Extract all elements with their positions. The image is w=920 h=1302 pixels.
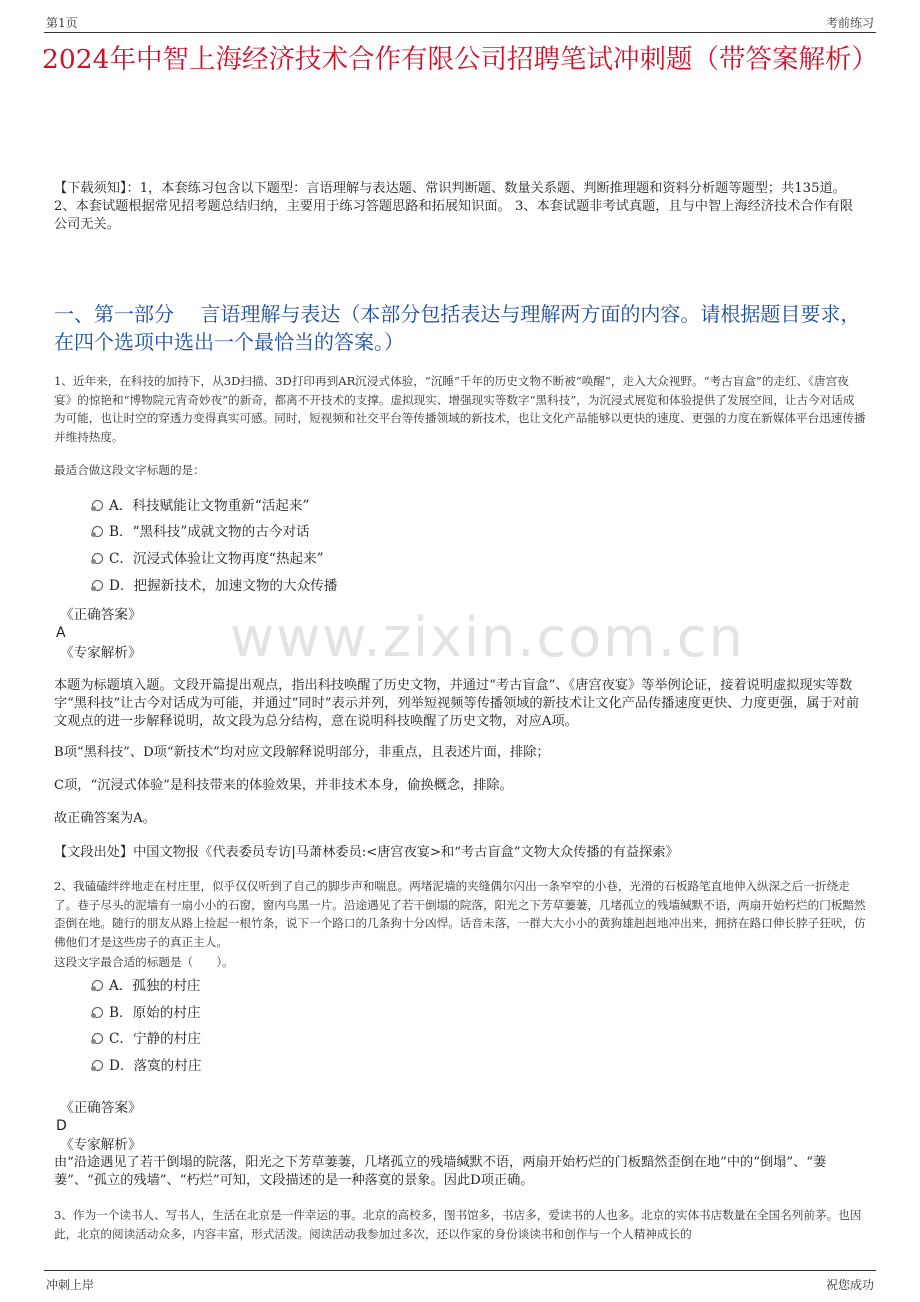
radio-icon[interactable] (92, 500, 103, 511)
radio-icon[interactable] (92, 1033, 103, 1044)
q1-analysis-paragraph: 本题为标题填入题。文段开篇提出观点，指出科技唤醒了历史文物，并通过“考古盲盒”、《唐宫夜宴》等举例论证，接着说明虚拟现实等数字“黑科技”让古今对话成为可能，并通过“同时”表示并列，列举短视频等传播领域的新技术让文化产品传播速度更快、力度更强，属于对前文观点的进一步解释说明，故文段为总分结构，意在说明科技唤醒了历史文物，对应A项。 (54, 678, 860, 729)
document-title: 2024年中智上海经济技术合作有限公司招聘笔试冲刺题（带答案解析） (42, 44, 878, 75)
q2-answer-label: 《正确答案》 (60, 1100, 142, 1116)
page-number: 第1页 (46, 16, 78, 30)
q1-option-a[interactable]: A．科技赋能让文物重新“活起来” (92, 496, 309, 516)
question-2-prompt: 这段文字最合适的标题是（ ）。 (54, 955, 234, 969)
q2-option-d[interactable]: D．落寞的村庄 (92, 1056, 201, 1076)
q1-answer-label: 《正确答案》 (60, 607, 142, 623)
question-1-stem: 1、近年来，在科技的加持下，从3D扫描、3D打印再到AR沉浸式体验，“沉睡”千年的历史文物不断被“唤醒”，走入大众视野。“考古盲盒”的走红、《唐宫夜宴》的惊艳和“博物院元宵奇妙夜”的新奇，都离不开技术的支撑。虚拟现实、增强现实等数字“黑科技”，为沉浸式展览和体验提供了发展空间，让古今对话成为可能，也让时空的穿透力变得真实可感。同时，短视频和社交平台等传播领域的新技术，也让文化产品能够以更快的速度、更强的力度在新媒体平台迅速传播并维持热度。 (54, 374, 866, 444)
question-3-stem: 3、作为一个读书人、写书人，生活在北京是一件幸运的事。北京的高校多，图书馆多，书店多，爱读书的人也多。北京的实体书店数量在全国名列前茅。也因此，北京的阅读活动众多，内容丰富，形式活泼。阅读活动我参加过多次，还以作家的身份谈读书和创作与一个人精神成长的 (54, 1208, 862, 1241)
q1-analysis-label: 《专家解析》 (60, 645, 142, 661)
page-footer (44, 1270, 876, 1295)
q2-answer: D (56, 1118, 67, 1134)
question-1-prompt: 最适合做这段文字标题的是： (54, 463, 205, 477)
radio-icon[interactable] (92, 553, 103, 564)
q1-analysis-paragraph: 故正确答案为A。 (54, 811, 156, 826)
radio-icon[interactable] (92, 1060, 103, 1071)
q2-option-a[interactable]: A．孤独的村庄 (92, 976, 200, 996)
q2-option-c[interactable]: C．宁静的村庄 (92, 1029, 201, 1049)
q2-analysis-label: 《专家解析》 (60, 1137, 142, 1153)
q1-analysis-paragraph: B项“黑科技”、D项“新技术”均对应文段解释说明部分，非重点，且表述片面，排除； (54, 745, 550, 760)
radio-icon[interactable] (92, 526, 103, 537)
q2-option-b[interactable]: B．原始的村庄 (92, 1003, 201, 1023)
q1-answer: A (56, 625, 66, 641)
radio-icon[interactable] (92, 980, 103, 991)
radio-icon[interactable] (92, 1007, 103, 1018)
watermark: www.zixin.com.cn (230, 606, 745, 669)
radio-icon[interactable] (92, 580, 103, 591)
q1-option-b[interactable]: B．“黑科技”成就文物的古今对话 (92, 522, 310, 542)
q1-option-d[interactable]: D．把握新技术，加速文物的大众传播 (92, 576, 337, 596)
page-header (44, 12, 876, 33)
section-title: 一、第一部分 言语理解与表达（本部分包括表达与理解两方面的内容。请根据题目要求，在四个选项中选出一个最恰当的答案。） (54, 302, 861, 354)
q2-analysis-paragraph: 由“沿途遇见了若干倒塌的院落，阳光之下芳草萋萋，几堵孤立的残墙缄默不语，两扇开始朽烂的门板黯然歪倒在地”中的“倒塌”、“萋萋”、“孤立的残墙”、“朽烂”可知，文段描述的是一种落寞的景象。因此D项正确。 (54, 1155, 827, 1188)
download-notice: 【下载须知】：1，本套练习包含以下题型：言语理解与表达题、常识判断题、数量关系题、判断推理题和资料分析题等题型；共135道。 2、本套试题根据常见招考题总结归纳，主要用于练习答题思路和拓展知识面。 3、本套试题非考试真题，且与中智上海经济技术合作有限公司无关。 (54, 181, 854, 232)
q1-option-c[interactable]: C．沉浸式体验让文物再度“热起来” (92, 549, 324, 569)
q1-source: 【文段出处】中国文物报《代表委员专访|马萧林委员:<唐宫夜宴>和“考古盲盒”文物大众传播的有益探索》 (54, 845, 679, 860)
header-label: 考前练习 (825, 16, 874, 30)
footer-right-label: 祝您成功 (825, 1278, 874, 1292)
question-2-stem: 2、我磕磕绊绊地走在村庄里，似乎仅仅听到了自己的脚步声和喘息。两堵泥墙的夹缝偶尔闪出一条窄窄的小巷，光滑的石板路笔直地伸入纵深之后一折绕走了。巷子尽头的泥墙有一扇小小的石窗，窗内乌黑一片。沿途遇见了若干倒塌的院落，阳光之下芳草萋萋，几堵孤立的残墙缄默不语，两扇开始朽烂的门板黯然歪倒在地。随行的朋友从路上捡起一根竹条，说下一个路口的几条狗十分凶悍。话音未落，一群大大小小的黄狗雄赳赳地冲出来，拥挤在路口伸长脖子狂吠，仿佛他们才是这些房子的真正主人。 (54, 879, 866, 949)
q1-analysis-paragraph: C项，“沉浸式体验”是科技带来的体验效果，并非技术本身，偷换概念，排除。 (54, 778, 513, 793)
footer-left-label: 冲刺上岸 (46, 1278, 95, 1292)
